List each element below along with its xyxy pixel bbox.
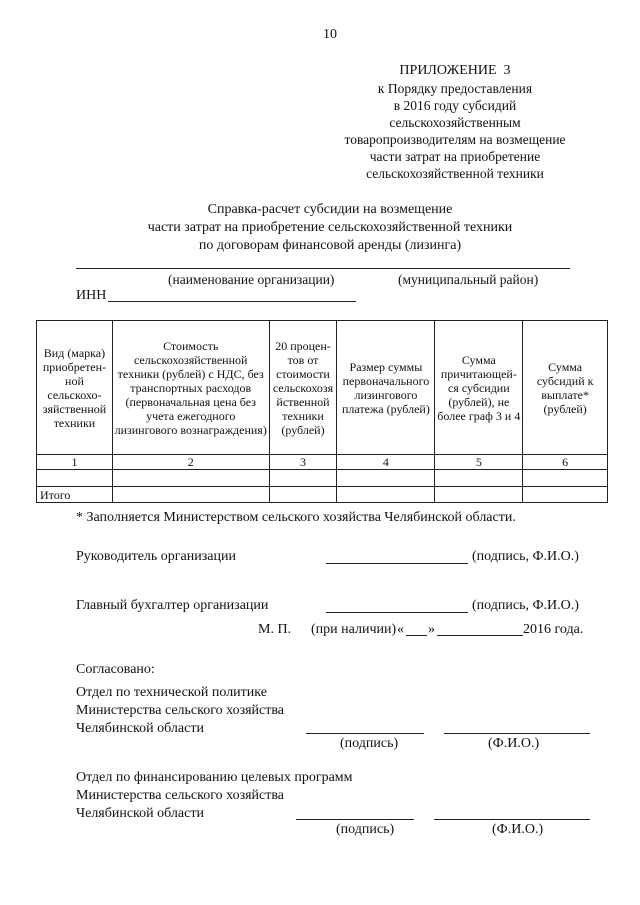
table-cell[interactable] xyxy=(337,487,435,503)
head-sig-caption: (подпись, Ф.И.О.) xyxy=(472,549,579,564)
approval-label: Согласовано: xyxy=(76,662,155,677)
table-cell[interactable] xyxy=(269,487,337,503)
column-number: 2 xyxy=(112,455,269,470)
table-total-row[interactable] xyxy=(37,487,608,503)
appendix-line: товаропроизводителям на возмещение xyxy=(344,132,566,147)
table-cell[interactable] xyxy=(435,487,523,503)
title-line: части затрат на приобретение сельскохозяйственной техники xyxy=(147,220,513,235)
header-cell: 20 процен-тов от стоимости сельскохозя йственной техники (рублей) xyxy=(269,321,337,455)
table-cell[interactable] xyxy=(269,470,337,487)
accountant-label: Главный бухгалтер организации xyxy=(76,598,269,613)
stamp-condition: (при наличии) xyxy=(311,622,397,637)
accountant-signature-line[interactable] xyxy=(326,612,468,613)
dept1-fio-caption: (Ф.И.О.) xyxy=(488,736,540,751)
accountant-sig-caption: (подпись, Ф.И.О.) xyxy=(472,598,579,613)
document-title xyxy=(100,201,560,255)
header-cell: Размер суммы первоначального лизингового платежа (рублей) xyxy=(337,321,435,455)
column-number: 1 xyxy=(37,455,113,470)
appendix-line: сельскохозяйственным xyxy=(389,115,521,130)
dept1-block xyxy=(76,684,284,738)
dept2-block xyxy=(76,769,353,823)
head-label: Руководитель организации xyxy=(76,549,236,564)
appendix-title: ПРИЛОЖЕНИЕ 3 xyxy=(399,63,511,78)
table-header-row xyxy=(37,321,608,455)
dept2-fio-line[interactable] xyxy=(434,819,590,820)
dept2-signature-line[interactable] xyxy=(296,819,414,820)
dept1-sign-caption: (подпись) xyxy=(340,736,399,751)
footnote: * Заполняется Министерством сельского хозяйства Челябинской области. xyxy=(76,510,516,525)
dept1-line: Отдел по технической политике xyxy=(76,685,267,700)
table-cell[interactable] xyxy=(523,470,608,487)
column-number: 4 xyxy=(337,455,435,470)
appendix-line: части затрат на приобретение xyxy=(369,149,541,164)
table-cell[interactable] xyxy=(337,470,435,487)
dept1-line: Министерства сельского хозяйства xyxy=(76,703,285,718)
appendix-line: к Порядку предоставления xyxy=(377,81,533,96)
org-caption: (наименование организации) xyxy=(168,272,335,287)
header-cell: Стоимость сельскохозяйственной техники (рублей) с НДС, без транспортных расходов (первоначальная цена без учета ежегодного лизингового вознаграждения) xyxy=(112,321,269,455)
total-label: Итого xyxy=(37,487,113,503)
column-number: 6 xyxy=(523,455,608,470)
dept2-line: Челябинской области xyxy=(76,806,204,821)
inn-field-line[interactable] xyxy=(108,301,356,302)
dept2-fio-caption: (Ф.И.О.) xyxy=(492,822,544,837)
table-cell[interactable] xyxy=(112,487,269,503)
dept1-line: Челябинской области xyxy=(76,721,204,736)
inn-label: ИНН xyxy=(76,288,107,303)
appendix-line: в 2016 году субсидий xyxy=(393,98,517,113)
table-cell[interactable] xyxy=(37,470,113,487)
year-label: 2016 года. xyxy=(523,622,584,637)
column-number: 5 xyxy=(435,455,523,470)
header-cell: Сумма субсидий к выплате* (рублей) xyxy=(523,321,608,455)
page-number: 10 xyxy=(323,27,337,42)
table-cell[interactable] xyxy=(523,487,608,503)
dept2-sign-caption: (подпись) xyxy=(336,822,395,837)
appendix-header xyxy=(330,62,580,182)
subsidy-table xyxy=(36,320,608,503)
table-cell[interactable] xyxy=(435,470,523,487)
column-number: 3 xyxy=(269,455,337,470)
dept1-signature-line[interactable] xyxy=(306,733,424,734)
head-signature-line[interactable] xyxy=(326,563,468,564)
stamp-label: М. П. xyxy=(258,622,292,637)
dept2-line: Отдел по финансированию целевых программ xyxy=(76,770,353,785)
header-cell: Вид (марка) приобретен-ной сельскохо-зяйственной техники xyxy=(37,321,113,455)
dept1-fio-line[interactable] xyxy=(444,733,590,734)
appendix-line: сельскохозяйственной техники xyxy=(366,166,544,181)
organization-line[interactable] xyxy=(76,268,570,269)
date-day-line[interactable] xyxy=(406,635,427,636)
district-caption: (муниципальный район) xyxy=(398,272,539,287)
title-line: по договорам финансовой аренды (лизинга) xyxy=(198,238,462,253)
dept2-line: Министерства сельского хозяйства xyxy=(76,788,285,803)
table-row[interactable] xyxy=(37,470,608,487)
date-close-quote: » xyxy=(428,622,435,637)
table-cell[interactable] xyxy=(112,470,269,487)
date-open-quote: « xyxy=(397,622,404,637)
table-number-row xyxy=(37,455,608,470)
title-line: Справка-расчет субсидии на возмещение xyxy=(207,202,453,217)
header-cell: Сумма причитающей-ся субсидии (рублей), не более граф 3 и 4 xyxy=(435,321,523,455)
date-month-line[interactable] xyxy=(437,635,523,636)
